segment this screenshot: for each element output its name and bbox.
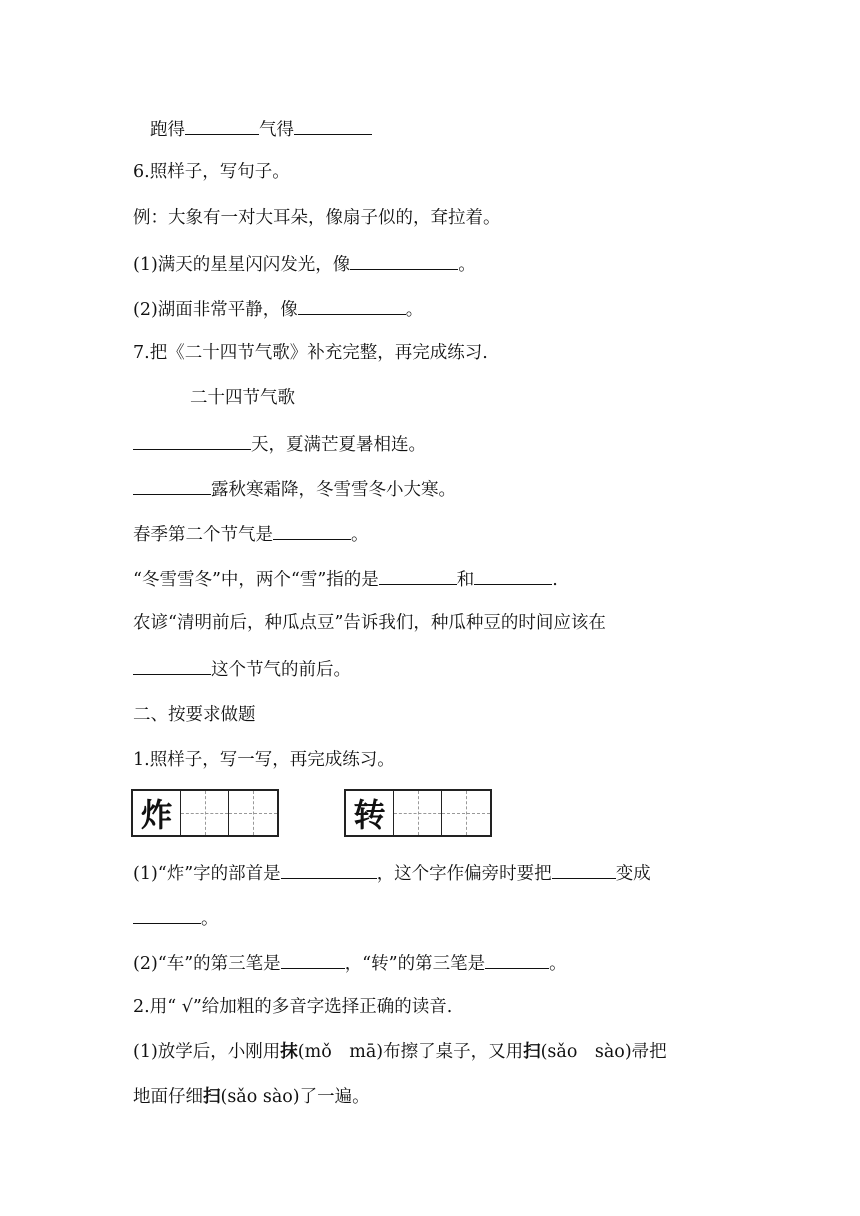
poem-line-2 bbox=[133, 476, 456, 502]
practice-3-end: 这个节气的前后。 bbox=[211, 660, 351, 680]
blank-practice-1[interactable] bbox=[273, 521, 351, 540]
question-6-title: 6.照样子，写句子。 bbox=[133, 162, 290, 182]
grid-char-zha: 炸 bbox=[140, 796, 173, 834]
reading-2-text-b[interactable]: (sǎo sào)了一遍。 bbox=[220, 1087, 370, 1107]
grid-cell[interactable] bbox=[394, 791, 442, 835]
blank-poem-line-1[interactable] bbox=[133, 431, 251, 450]
sentence-1-text: (1)满天的星星闪闪发光，像 bbox=[133, 255, 351, 275]
bold-char-sao: 扫 bbox=[523, 1042, 541, 1062]
section-2-title: 二、按要求做题 bbox=[133, 705, 256, 725]
grid-question-1 bbox=[133, 860, 651, 886]
text-qi-de: 气得 bbox=[259, 120, 294, 140]
practice-1-end: 。 bbox=[351, 525, 369, 545]
grid-question-1-text: (1)“炸”字的部首是 bbox=[133, 864, 281, 884]
blank-sentence-2[interactable] bbox=[298, 296, 406, 315]
blank-stroke-che[interactable] bbox=[281, 950, 345, 969]
grid-question-2-mid: ，“转”的第三笔是 bbox=[344, 954, 486, 974]
example-sentence: 例：大象有一对大耳朵，像扇子似的，耷拉着。 bbox=[133, 208, 501, 228]
reading-1-text-c[interactable]: (sǎo sào)帚把 bbox=[540, 1042, 667, 1062]
grid-cell[interactable] bbox=[181, 791, 229, 835]
blank-practice-3[interactable] bbox=[133, 656, 211, 675]
grid-question-1-end: 。 bbox=[201, 909, 219, 929]
text-pao-de: 跑得 bbox=[150, 120, 185, 140]
line-pao-qi bbox=[150, 116, 372, 142]
bold-char-sao-2: 扫 bbox=[203, 1087, 221, 1107]
poem-line-1-text: 天，夏满芒夏暑相连。 bbox=[251, 435, 426, 455]
blank-change-to[interactable] bbox=[133, 905, 201, 924]
practice-2-end: . bbox=[552, 570, 558, 590]
reading-line-2 bbox=[133, 1085, 370, 1109]
writing-grid-zhuan bbox=[344, 789, 492, 837]
grid-cell[interactable] bbox=[442, 791, 490, 835]
question-7-title: 7.把《二十四节气歌》补充完整，再完成练习. bbox=[133, 343, 488, 363]
grid-char-zhuan: 转 bbox=[353, 796, 386, 834]
grid-question-1-mid: ，这个字作偏旁时要把 bbox=[376, 864, 552, 884]
blank-change-from[interactable] bbox=[552, 860, 616, 879]
practice-3-line-1: 农谚“清明前后，种瓜点豆”告诉我们，种瓜种豆的时间应该在 bbox=[133, 613, 606, 633]
practice-3-line-2 bbox=[133, 656, 351, 682]
poem-line-2-text: 露秋寒霜降，冬雪雪冬小大寒。 bbox=[211, 480, 456, 500]
sentence-2-end: 。 bbox=[405, 300, 424, 320]
grid-question-1-change: 变成 bbox=[615, 864, 651, 884]
practice-1 bbox=[133, 521, 369, 547]
practice-2-text: “冬雪雪冬”中，两个“雪”指的是 bbox=[133, 570, 379, 590]
bold-char-mo: 抹 bbox=[280, 1042, 298, 1062]
reading-2-text-a: 地面仔细 bbox=[133, 1087, 203, 1107]
writing-grid-zha bbox=[131, 789, 279, 837]
sentence-2-text: (2)湖面非常平静，像 bbox=[133, 300, 298, 320]
practice-2 bbox=[133, 566, 558, 592]
grid-cell bbox=[133, 791, 181, 835]
blank-practice-2b[interactable] bbox=[474, 566, 552, 585]
practice-1-text: 春季第二个节气是 bbox=[133, 525, 273, 545]
blank-stroke-zhuan[interactable] bbox=[485, 950, 549, 969]
practice-2-and: 和 bbox=[456, 570, 475, 590]
sentence-1-end: 。 bbox=[458, 255, 476, 275]
grid-cell bbox=[346, 791, 394, 835]
blank-practice-2a[interactable] bbox=[379, 566, 457, 585]
blank-pao-de[interactable] bbox=[185, 116, 259, 135]
blank-radical[interactable] bbox=[281, 860, 377, 879]
poem-line-1 bbox=[133, 431, 426, 457]
blank-poem-line-2[interactable] bbox=[133, 476, 211, 495]
question-2-title: 2.用“ √”给加粗的多音字选择正确的读音. bbox=[133, 997, 453, 1017]
grid-cell[interactable] bbox=[229, 791, 277, 835]
question-1-title: 1.照样子，写一写，再完成练习。 bbox=[133, 750, 395, 770]
grid-question-2-text: (2)“车”的第三笔是 bbox=[133, 954, 281, 974]
grid-question-2 bbox=[133, 950, 567, 976]
poem-title: 二十四节气歌 bbox=[190, 388, 295, 408]
reading-1-text-a: (1)放学后，小刚用 bbox=[133, 1042, 281, 1062]
reading-1-text-b[interactable]: (mǒ mā)布擦了桌子，又用 bbox=[297, 1042, 524, 1062]
blank-sentence-1[interactable] bbox=[350, 251, 458, 270]
grid-question-1-line-2 bbox=[133, 905, 219, 931]
blank-qi-de[interactable] bbox=[294, 116, 372, 135]
grid-question-2-end: 。 bbox=[549, 954, 567, 974]
sentence-1 bbox=[133, 251, 476, 277]
reading-line-1 bbox=[133, 1040, 667, 1064]
sentence-2 bbox=[133, 296, 423, 322]
